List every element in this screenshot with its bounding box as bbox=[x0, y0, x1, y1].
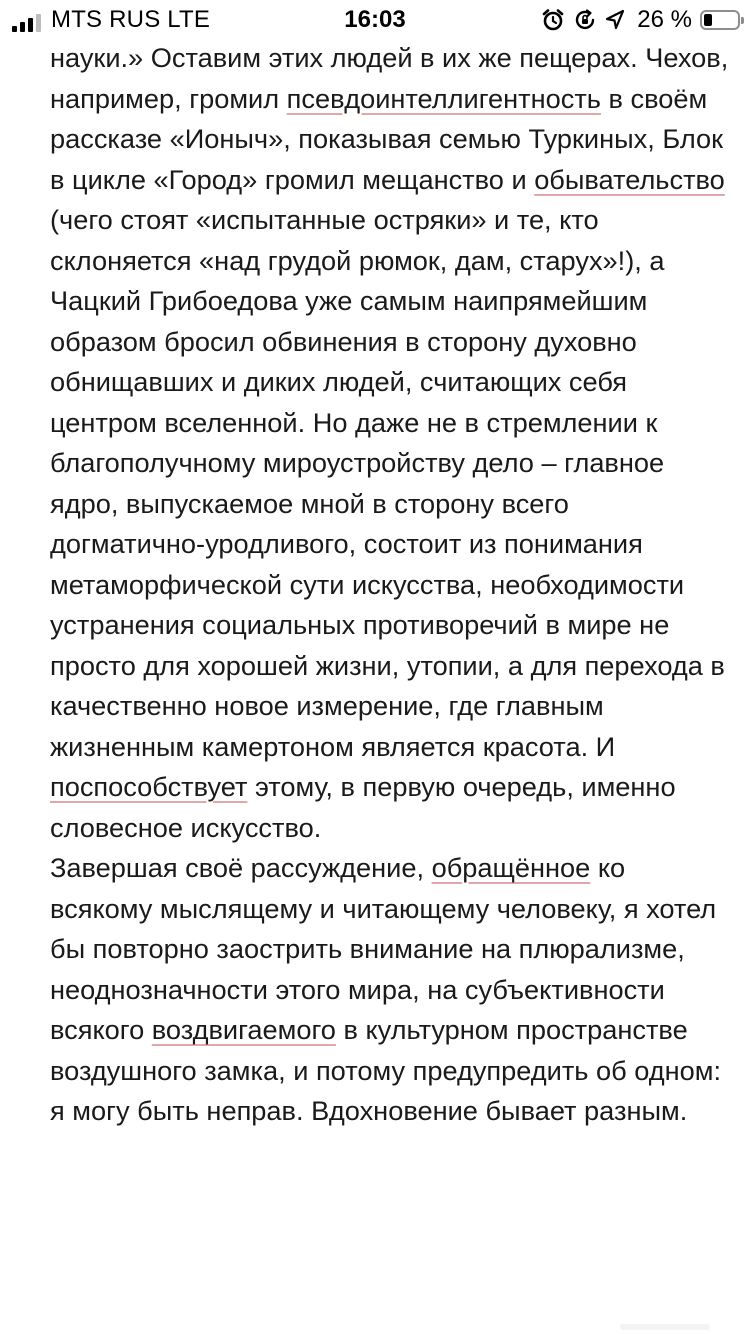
text-segment: Завершая своё рассуждение, bbox=[50, 852, 432, 883]
article-paragraph bbox=[50, 848, 730, 1132]
location-arrow-icon bbox=[605, 9, 625, 31]
text-segment: в своём рассказе «Ионыч», показывая семью Туркиных, Блок в цикле «Город» громил мещанство и bbox=[50, 82, 724, 195]
battery-icon bbox=[700, 10, 740, 30]
text-segment: ко всякому мыслящему и читающему человеку, я хотел бы повторно заострить внимание на плюрализме, неоднозначности этого мира, на субъективности всякого bbox=[50, 852, 717, 1045]
spellcheck-flagged-word: псевдоинтеллигентность bbox=[286, 82, 601, 114]
home-indicator[interactable] bbox=[620, 1324, 710, 1330]
text-segment: в культурном пространстве воздушного замка, и потому предупредить об одном: я могу быть неправ. Вдохновение бывает разным. bbox=[50, 1014, 722, 1126]
status-right bbox=[541, 8, 740, 32]
status-time: 16:03 bbox=[344, 6, 406, 33]
spellcheck-flagged-word: поспособствует bbox=[50, 771, 248, 802]
spellcheck-flagged-word: обывательство bbox=[534, 163, 725, 195]
status-bar bbox=[0, 0, 750, 40]
battery-level-fill bbox=[704, 14, 712, 26]
article-paragraph bbox=[50, 38, 730, 848]
rotation-lock-icon bbox=[573, 8, 597, 32]
spellcheck-flagged-word: воздвигаемого bbox=[151, 1014, 336, 1045]
text-segment: этому, в первую очередь, именно словесное искусство. bbox=[50, 771, 676, 843]
text-segment: науки.» Оставим этих людей в их же пещерах. Чехов, например, громил bbox=[50, 42, 729, 114]
text-segment: (чего стоят «испытанные остряки» и те, кто склоняется «над грудой рюмок, дам, старух»!), а Чацкий Грибоедова уже самым наипрямейшим образом бросил обвинения в сторону духовно обнищавших и диких людей, считающих себя центром вселенной. Но даже не в стремлении к благополучному мироустройству дело – главное ядро, выпускаемое мной в сторону всего догматично-уродливого, состоит из понимания метаморфической сути искусства, необходимости устранения социальных противоречий в мире не просто для хорошей жизни, утопии, а для перехода в качественно новое измерение, где главным жизненным камертоном является красота. И bbox=[50, 204, 725, 762]
spellcheck-flagged-word: обращённое bbox=[431, 852, 591, 883]
carrier-label: MTS RUS LTE bbox=[51, 6, 211, 33]
article-text bbox=[50, 38, 730, 1132]
alarm-icon bbox=[541, 8, 565, 32]
battery-percent: 26 % bbox=[637, 6, 692, 33]
